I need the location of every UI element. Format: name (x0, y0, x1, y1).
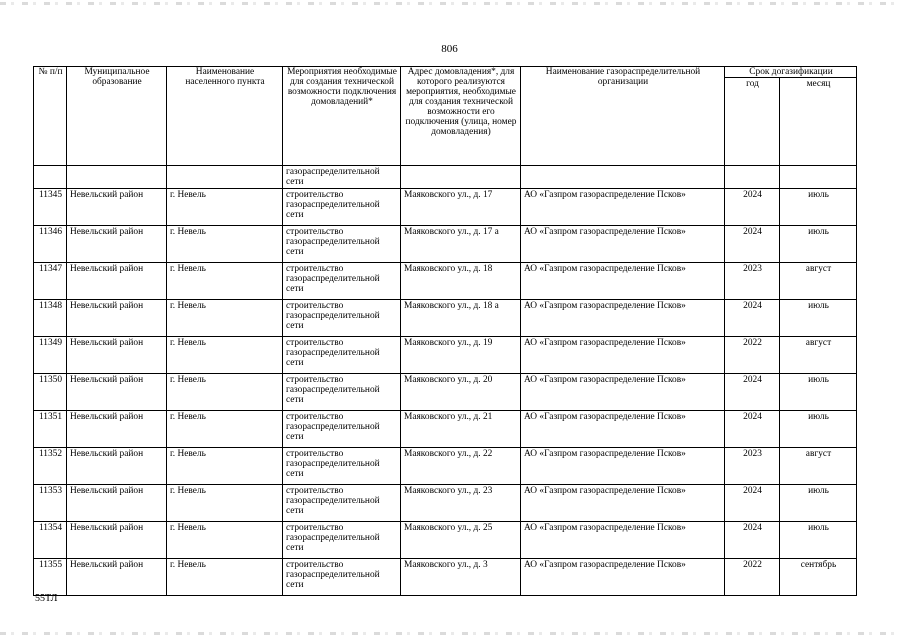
cell-year: 2023 (725, 448, 780, 485)
cell-org: АО «Газпром газораспределение Псков» (521, 226, 725, 263)
header-measures: Мероприятия необходимые для создания технической возможности подключения домовладений* (283, 67, 401, 166)
cell-settlement: г. Невель (167, 448, 283, 485)
cell-num: 11350 (34, 374, 67, 411)
cell-address: Маяковского ул., д. 20 (401, 374, 521, 411)
cell-num: 11345 (34, 189, 67, 226)
cell-org: АО «Газпром газораспределение Псков» (521, 189, 725, 226)
cell-settlement: г. Невель (167, 263, 283, 300)
cell-measure: строительство газораспределительной сети (283, 374, 401, 411)
cell-settlement: г. Невель (167, 189, 283, 226)
cell-municipality: Невельский район (67, 189, 167, 226)
cell-org: АО «Газпром газораспределение Псков» (521, 263, 725, 300)
cell-measure: строительство газораспределительной сети (283, 300, 401, 337)
cell-month: июль (780, 226, 857, 263)
continuation-row (34, 166, 857, 189)
cell-address: Маяковского ул., д. 23 (401, 485, 521, 522)
cell-address: Маяковского ул., д. 19 (401, 337, 521, 374)
cell-address: Маяковского ул., д. 17 а (401, 226, 521, 263)
header-deadline: Срок догазификации (725, 67, 857, 78)
scan-edge-top (0, 2, 899, 5)
cell-municipality: Невельский район (67, 522, 167, 559)
cell-address: Маяковского ул., д. 25 (401, 522, 521, 559)
cell-month: сентябрь (780, 559, 857, 596)
cell-org: АО «Газпром газораспределение Псков» (521, 485, 725, 522)
cell-address: Маяковского ул., д. 18 (401, 263, 521, 300)
cell-address: Маяковского ул., д. 21 (401, 411, 521, 448)
cell-month: август (780, 263, 857, 300)
cell-municipality: Невельский район (67, 559, 167, 596)
cell-measure: строительство газораспределительной сети (283, 337, 401, 374)
cell-num: 11354 (34, 522, 67, 559)
table-row (34, 448, 857, 485)
cell-org: АО «Газпром газораспределение Псков» (521, 337, 725, 374)
cell-settlement: г. Невель (167, 522, 283, 559)
table-row (34, 189, 857, 226)
cell-municipality: Невельский район (67, 448, 167, 485)
cell-empty (401, 166, 521, 189)
cell-municipality: Невельский район (67, 485, 167, 522)
cell-settlement: г. Невель (167, 300, 283, 337)
cell-num: 11352 (34, 448, 67, 485)
cell-continuation: газораспределительной сети (283, 166, 401, 189)
cell-year: 2024 (725, 522, 780, 559)
cell-num: 11348 (34, 300, 67, 337)
cell-month: июль (780, 522, 857, 559)
cell-org: АО «Газпром газораспределение Псков» (521, 559, 725, 596)
cell-measure: строительство газораспределительной сети (283, 226, 401, 263)
cell-settlement: г. Невель (167, 337, 283, 374)
page-number: 806 (441, 43, 458, 55)
cell-month: июль (780, 300, 857, 337)
cell-month: июль (780, 189, 857, 226)
header-org: Наименование газораспределительной организации (521, 67, 725, 166)
cell-settlement: г. Невель (167, 411, 283, 448)
table-row (34, 263, 857, 300)
cell-empty (521, 166, 725, 189)
gasification-table (33, 66, 857, 596)
cell-municipality: Невельский район (67, 374, 167, 411)
cell-org: АО «Газпром газораспределение Псков» (521, 374, 725, 411)
cell-settlement: г. Невель (167, 559, 283, 596)
cell-address: Маяковского ул., д. 18 а (401, 300, 521, 337)
cell-empty (34, 166, 67, 189)
cell-year: 2024 (725, 300, 780, 337)
cell-num: 11346 (34, 226, 67, 263)
cell-year: 2022 (725, 559, 780, 596)
scan-edge-bottom (0, 632, 899, 635)
cell-org: АО «Газпром газораспределение Псков» (521, 411, 725, 448)
footer-code: 55ТЛ (35, 593, 58, 604)
table-row (34, 559, 857, 596)
cell-address: Маяковского ул., д. 22 (401, 448, 521, 485)
cell-num: 11349 (34, 337, 67, 374)
cell-org: АО «Газпром газораспределение Псков» (521, 300, 725, 337)
header-settlement: Наименование населенного пункта (167, 67, 283, 166)
cell-org: АО «Газпром газораспределение Псков» (521, 522, 725, 559)
header-address: Адрес домовладения*, для которого реализуются мероприятия, необходимые для создания технической возможности его подключения (улица, номер домовладения) (401, 67, 521, 166)
cell-municipality: Невельский район (67, 411, 167, 448)
cell-year: 2024 (725, 189, 780, 226)
header-municipality: Муниципальное образование (67, 67, 167, 166)
table-row (34, 485, 857, 522)
cell-num: 11355 (34, 559, 67, 596)
cell-month: июль (780, 485, 857, 522)
cell-year: 2024 (725, 485, 780, 522)
table-row (34, 522, 857, 559)
cell-municipality: Невельский район (67, 226, 167, 263)
cell-measure: строительство газораспределительной сети (283, 263, 401, 300)
table-row (34, 337, 857, 374)
cell-month: август (780, 337, 857, 374)
cell-address: Маяковского ул., д. 17 (401, 189, 521, 226)
header-year: год (725, 78, 780, 166)
cell-num: 11353 (34, 485, 67, 522)
cell-measure: строительство газораспределительной сети (283, 448, 401, 485)
cell-empty (67, 166, 167, 189)
cell-org: АО «Газпром газораспределение Псков» (521, 448, 725, 485)
cell-municipality: Невельский район (67, 263, 167, 300)
cell-settlement: г. Невель (167, 226, 283, 263)
table-row (34, 226, 857, 263)
table-row (34, 300, 857, 337)
cell-empty (725, 166, 780, 189)
cell-year: 2024 (725, 411, 780, 448)
table-row (34, 411, 857, 448)
table-body (34, 166, 857, 596)
cell-year: 2024 (725, 226, 780, 263)
cell-municipality: Невельский район (67, 337, 167, 374)
table-row (34, 374, 857, 411)
cell-municipality: Невельский район (67, 300, 167, 337)
cell-year: 2023 (725, 263, 780, 300)
cell-month: август (780, 448, 857, 485)
cell-num: 11347 (34, 263, 67, 300)
cell-measure: строительство газораспределительной сети (283, 522, 401, 559)
cell-settlement: г. Невель (167, 374, 283, 411)
header-num: № п/п (34, 67, 67, 166)
cell-settlement: г. Невель (167, 485, 283, 522)
cell-empty (167, 166, 283, 189)
cell-measure: строительство газораспределительной сети (283, 485, 401, 522)
cell-year: 2022 (725, 337, 780, 374)
cell-month: июль (780, 411, 857, 448)
cell-measure: строительство газораспределительной сети (283, 559, 401, 596)
cell-measure: строительство газораспределительной сети (283, 411, 401, 448)
cell-month: июль (780, 374, 857, 411)
cell-year: 2024 (725, 374, 780, 411)
cell-num: 11351 (34, 411, 67, 448)
cell-measure: строительство газораспределительной сети (283, 189, 401, 226)
cell-address: Маяковского ул., д. 3 (401, 559, 521, 596)
cell-empty (780, 166, 857, 189)
header-month: месяц (780, 78, 857, 166)
